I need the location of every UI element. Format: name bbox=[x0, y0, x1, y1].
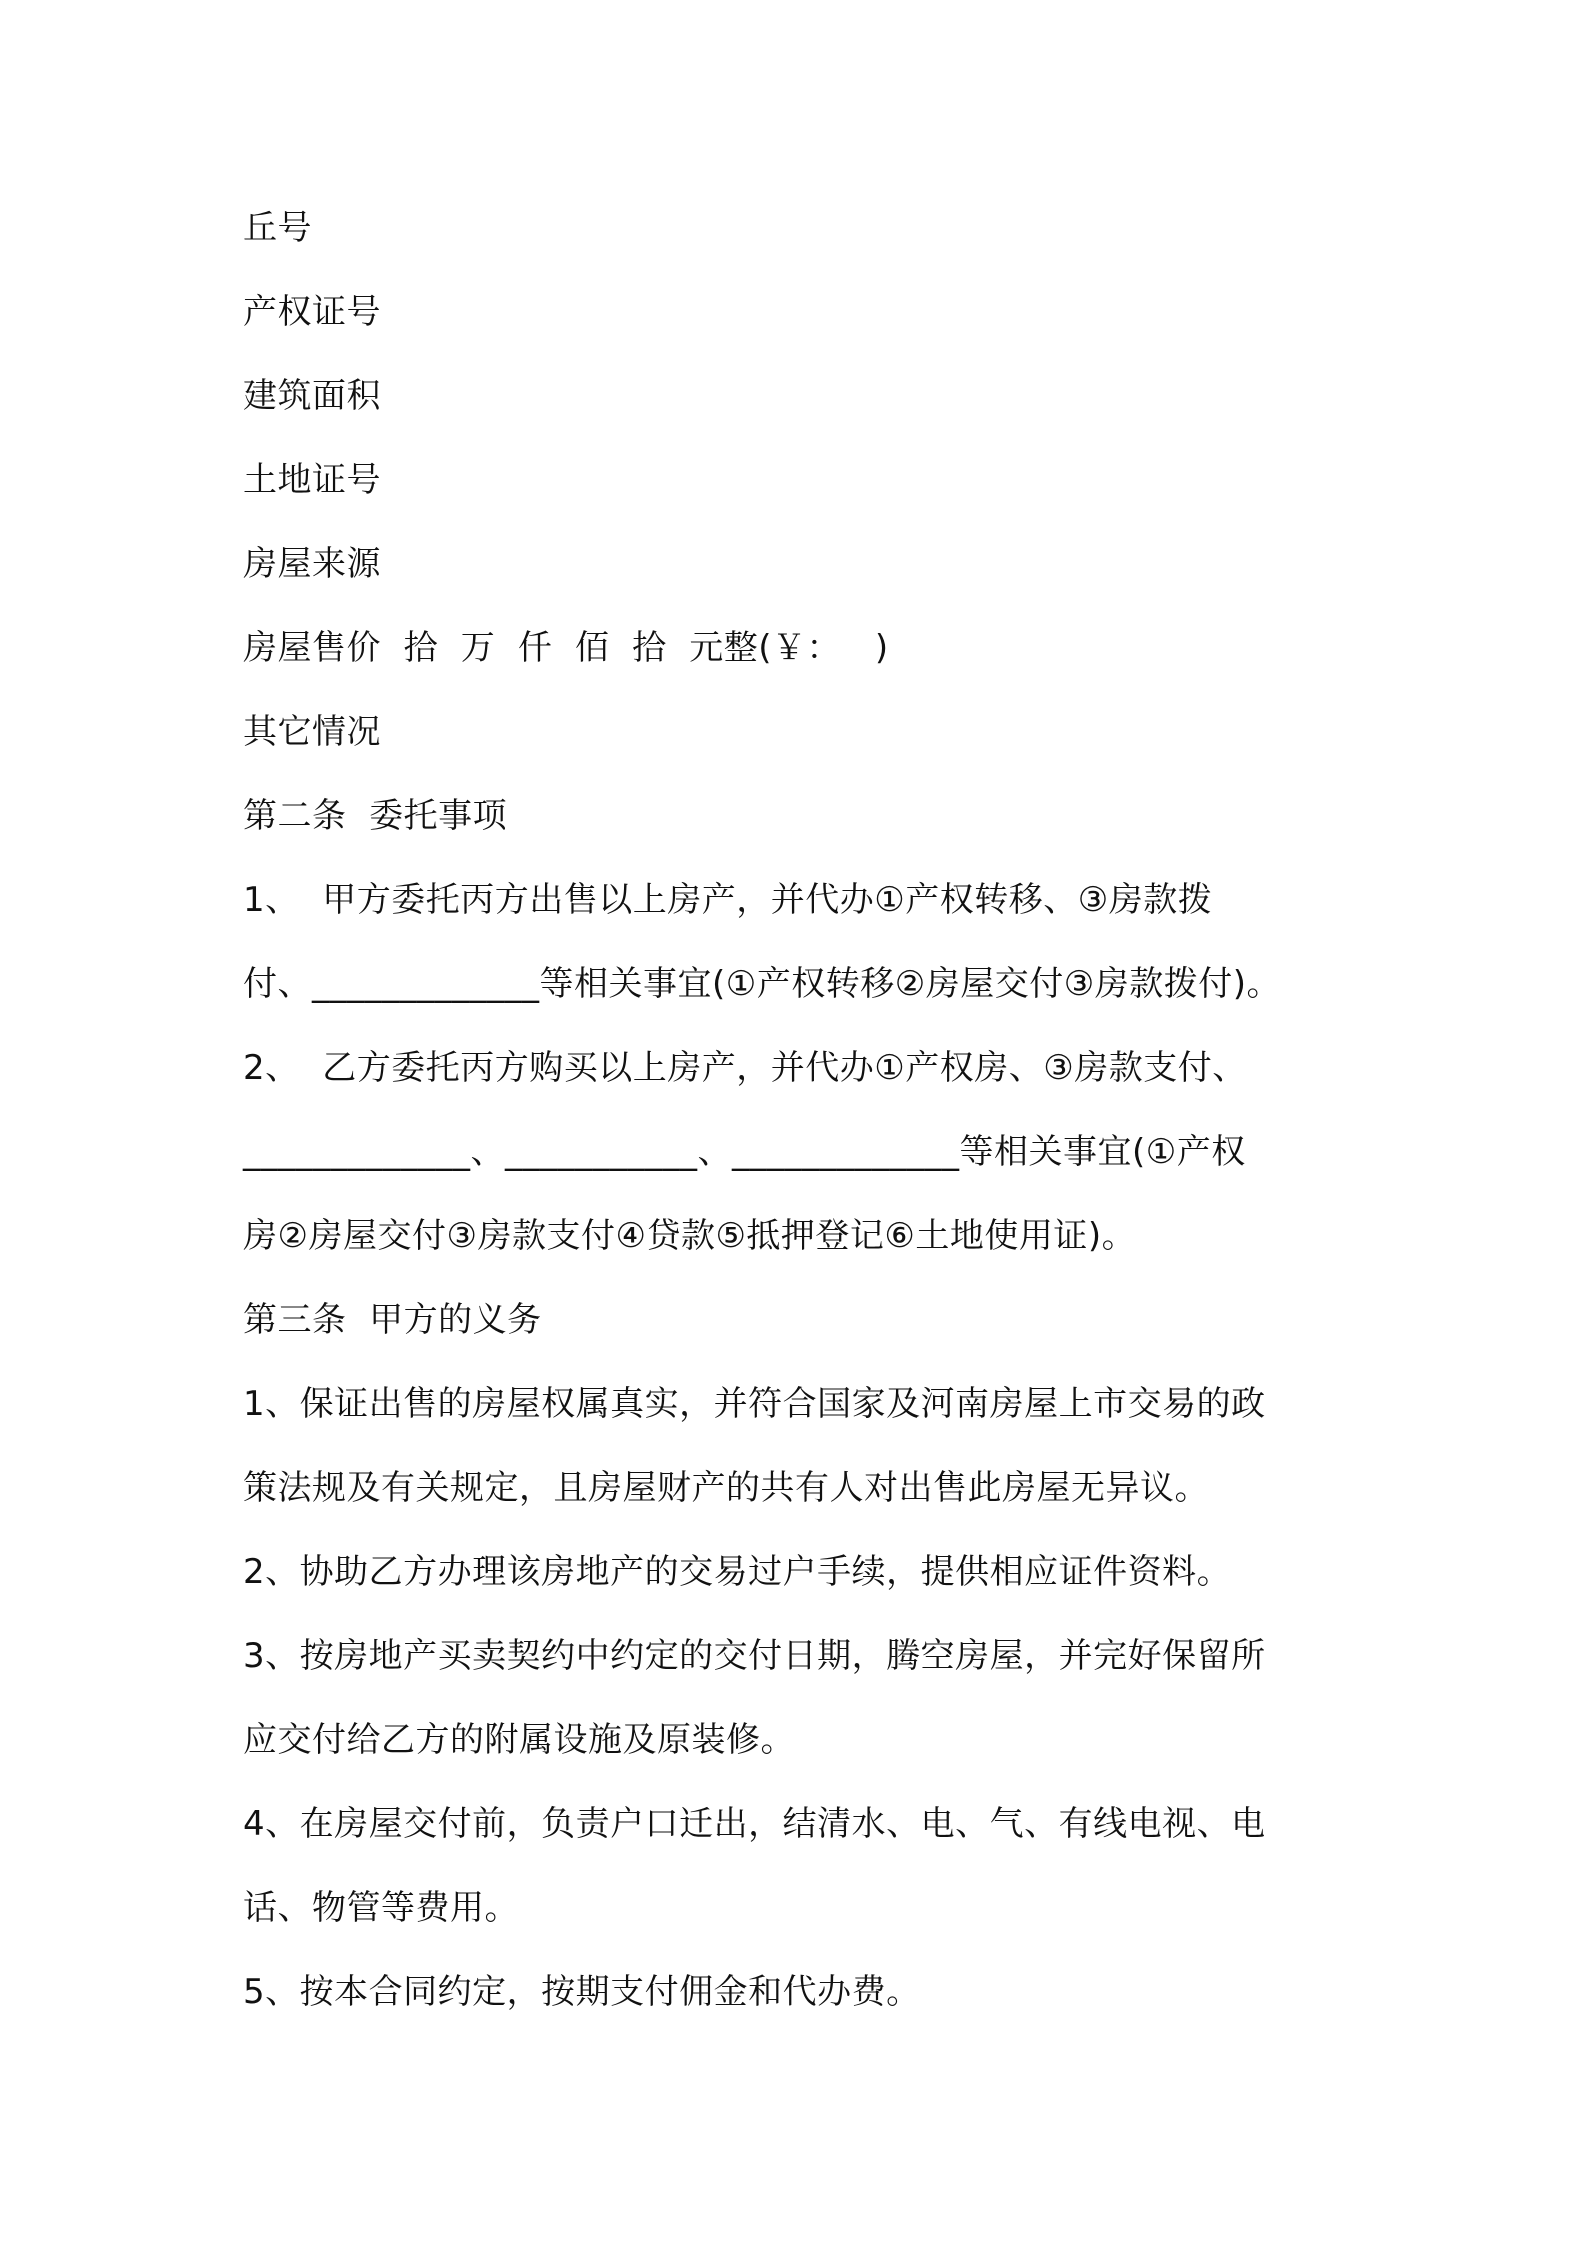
field-property-cert: 产权证号 bbox=[243, 292, 381, 332]
article-3-item-3-line-1: 3、按房地产买卖契约中约定的交付日期，腾空房屋，并完好保留所 bbox=[243, 1636, 1266, 1676]
field-land-cert: 土地证号 bbox=[243, 460, 381, 500]
article-3-item-1-line-1: 1、保证出售的房屋权属真实，并符合国家及河南房屋上市交易的政 bbox=[243, 1384, 1266, 1424]
article-2-item-2-line-3: 房②房屋交付③房款支付④贷款⑤抵押登记⑥土地使用证)。 bbox=[243, 1216, 1137, 1256]
article-2-heading: 第二条 委托事项 bbox=[243, 796, 508, 836]
field-plot-number: 丘号 bbox=[243, 208, 312, 248]
article-2-item-2-line-1: 2、 乙方委托丙方购买以上房产，并代办①产权房、③房款支付、 bbox=[243, 1048, 1247, 1088]
article-2-item-1-line-1: 1、 甲方委托丙方出售以上房产，并代办①产权转移、③房款拨 bbox=[243, 880, 1213, 920]
article-3-item-4-line-1: 4、在房屋交付前，负责户口迁出，结清水、电、气、有线电视、电 bbox=[243, 1804, 1266, 1844]
article-3-item-4-line-2: 话、物管等费用。 bbox=[243, 1888, 519, 1928]
field-house-price: 房屋售价 拾 万 仟 佰 拾 元整(￥： ) bbox=[243, 628, 889, 668]
article-3-item-3-line-2: 应交付给乙方的附属设施及原装修。 bbox=[243, 1720, 795, 1760]
field-other-info: 其它情况 bbox=[243, 712, 381, 752]
field-building-area: 建筑面积 bbox=[243, 376, 381, 416]
article-2-item-2-line-2: _____________、___________、_____________等相关事宜(①产权 bbox=[243, 1132, 1246, 1172]
article-3-item-1-line-2: 策法规及有关规定，且房屋财产的共有人对出售此房屋无异议。 bbox=[243, 1468, 1209, 1508]
article-3-item-2: 2、协助乙方办理该房地产的交易过户手续，提供相应证件资料。 bbox=[243, 1552, 1232, 1592]
article-3-item-5: 5、按本合同约定，按期支付佣金和代办费。 bbox=[243, 1972, 921, 2012]
field-house-source: 房屋来源 bbox=[243, 544, 381, 584]
article-3-heading: 第三条 甲方的义务 bbox=[243, 1300, 542, 1340]
article-2-item-1-line-2: 付、_____________等相关事宜(①产权转移②房屋交付③房款拨付)。 bbox=[243, 964, 1281, 1004]
